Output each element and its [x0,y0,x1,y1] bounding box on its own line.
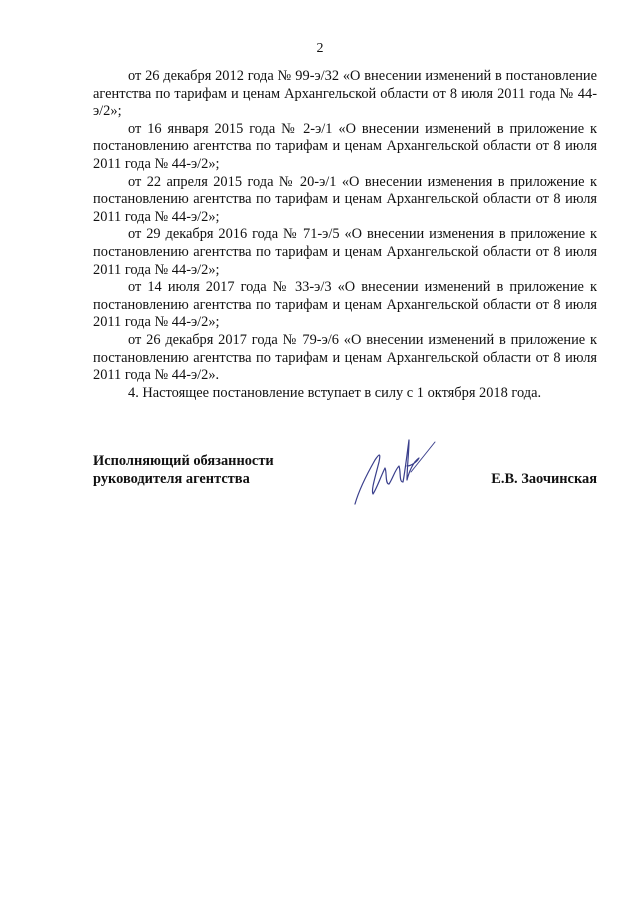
handwritten-signature [345,432,445,512]
signatory-title-line: Исполняющий обязанности [93,453,274,469]
document-body [93,68,597,402]
signature-block [93,450,597,530]
effective-date-clause: 4. Настоящее постановление вступает в силу с 1 октября 2018 года. [128,384,542,401]
amendment-paragraph: от 26 декабря 2017 года № 79-э/6 «О внесении изменений в приложение к постановлению агентства по тарифам и ценам Архангельской области от 8 июля 2011 года № 44-э/2». [93,331,597,384]
page-number: 2 [316,41,324,56]
amendment-paragraph: от 26 декабря 2012 года № 99-э/32 «О внесении изменений в постановление агентства по тарифам и ценам Архангельской области от 8 июля 2011 года № 44-э/2»; [93,68,597,120]
signatory-name: Е.В. Заочинская [491,471,597,487]
amendment-paragraph: от 16 января 2015 года № 2-э/1 «О внесении изменений в приложение к постановлению агентства по тарифам и ценам Архангельской области от 8 июля 2011 года № 44-э/2»; [93,120,597,172]
amendment-paragraph: от 29 декабря 2016 года № 71-э/5 «О внесении изменения в приложение к постановлению агентства по тарифам и ценам Архангельской области от 8 июля 2011 года № 44-э/2»; [93,226,597,278]
amendment-paragraph: от 22 апреля 2015 года № 20-э/1 «О внесении изменения в приложение к постановлению агентства по тарифам и ценам Архангельской области от 8 июля 2011 года № 44-э/2»; [93,173,597,225]
signatory-title [93,453,274,488]
amendment-paragraph: от 14 июля 2017 года № 33-э/3 «О внесении изменений в приложение к постановлению агентства по тарифам и ценам Архангельской области от 8 июля 2011 года № 44-э/2»; [93,279,597,331]
signatory-title-line: руководителя агентства [93,470,250,487]
